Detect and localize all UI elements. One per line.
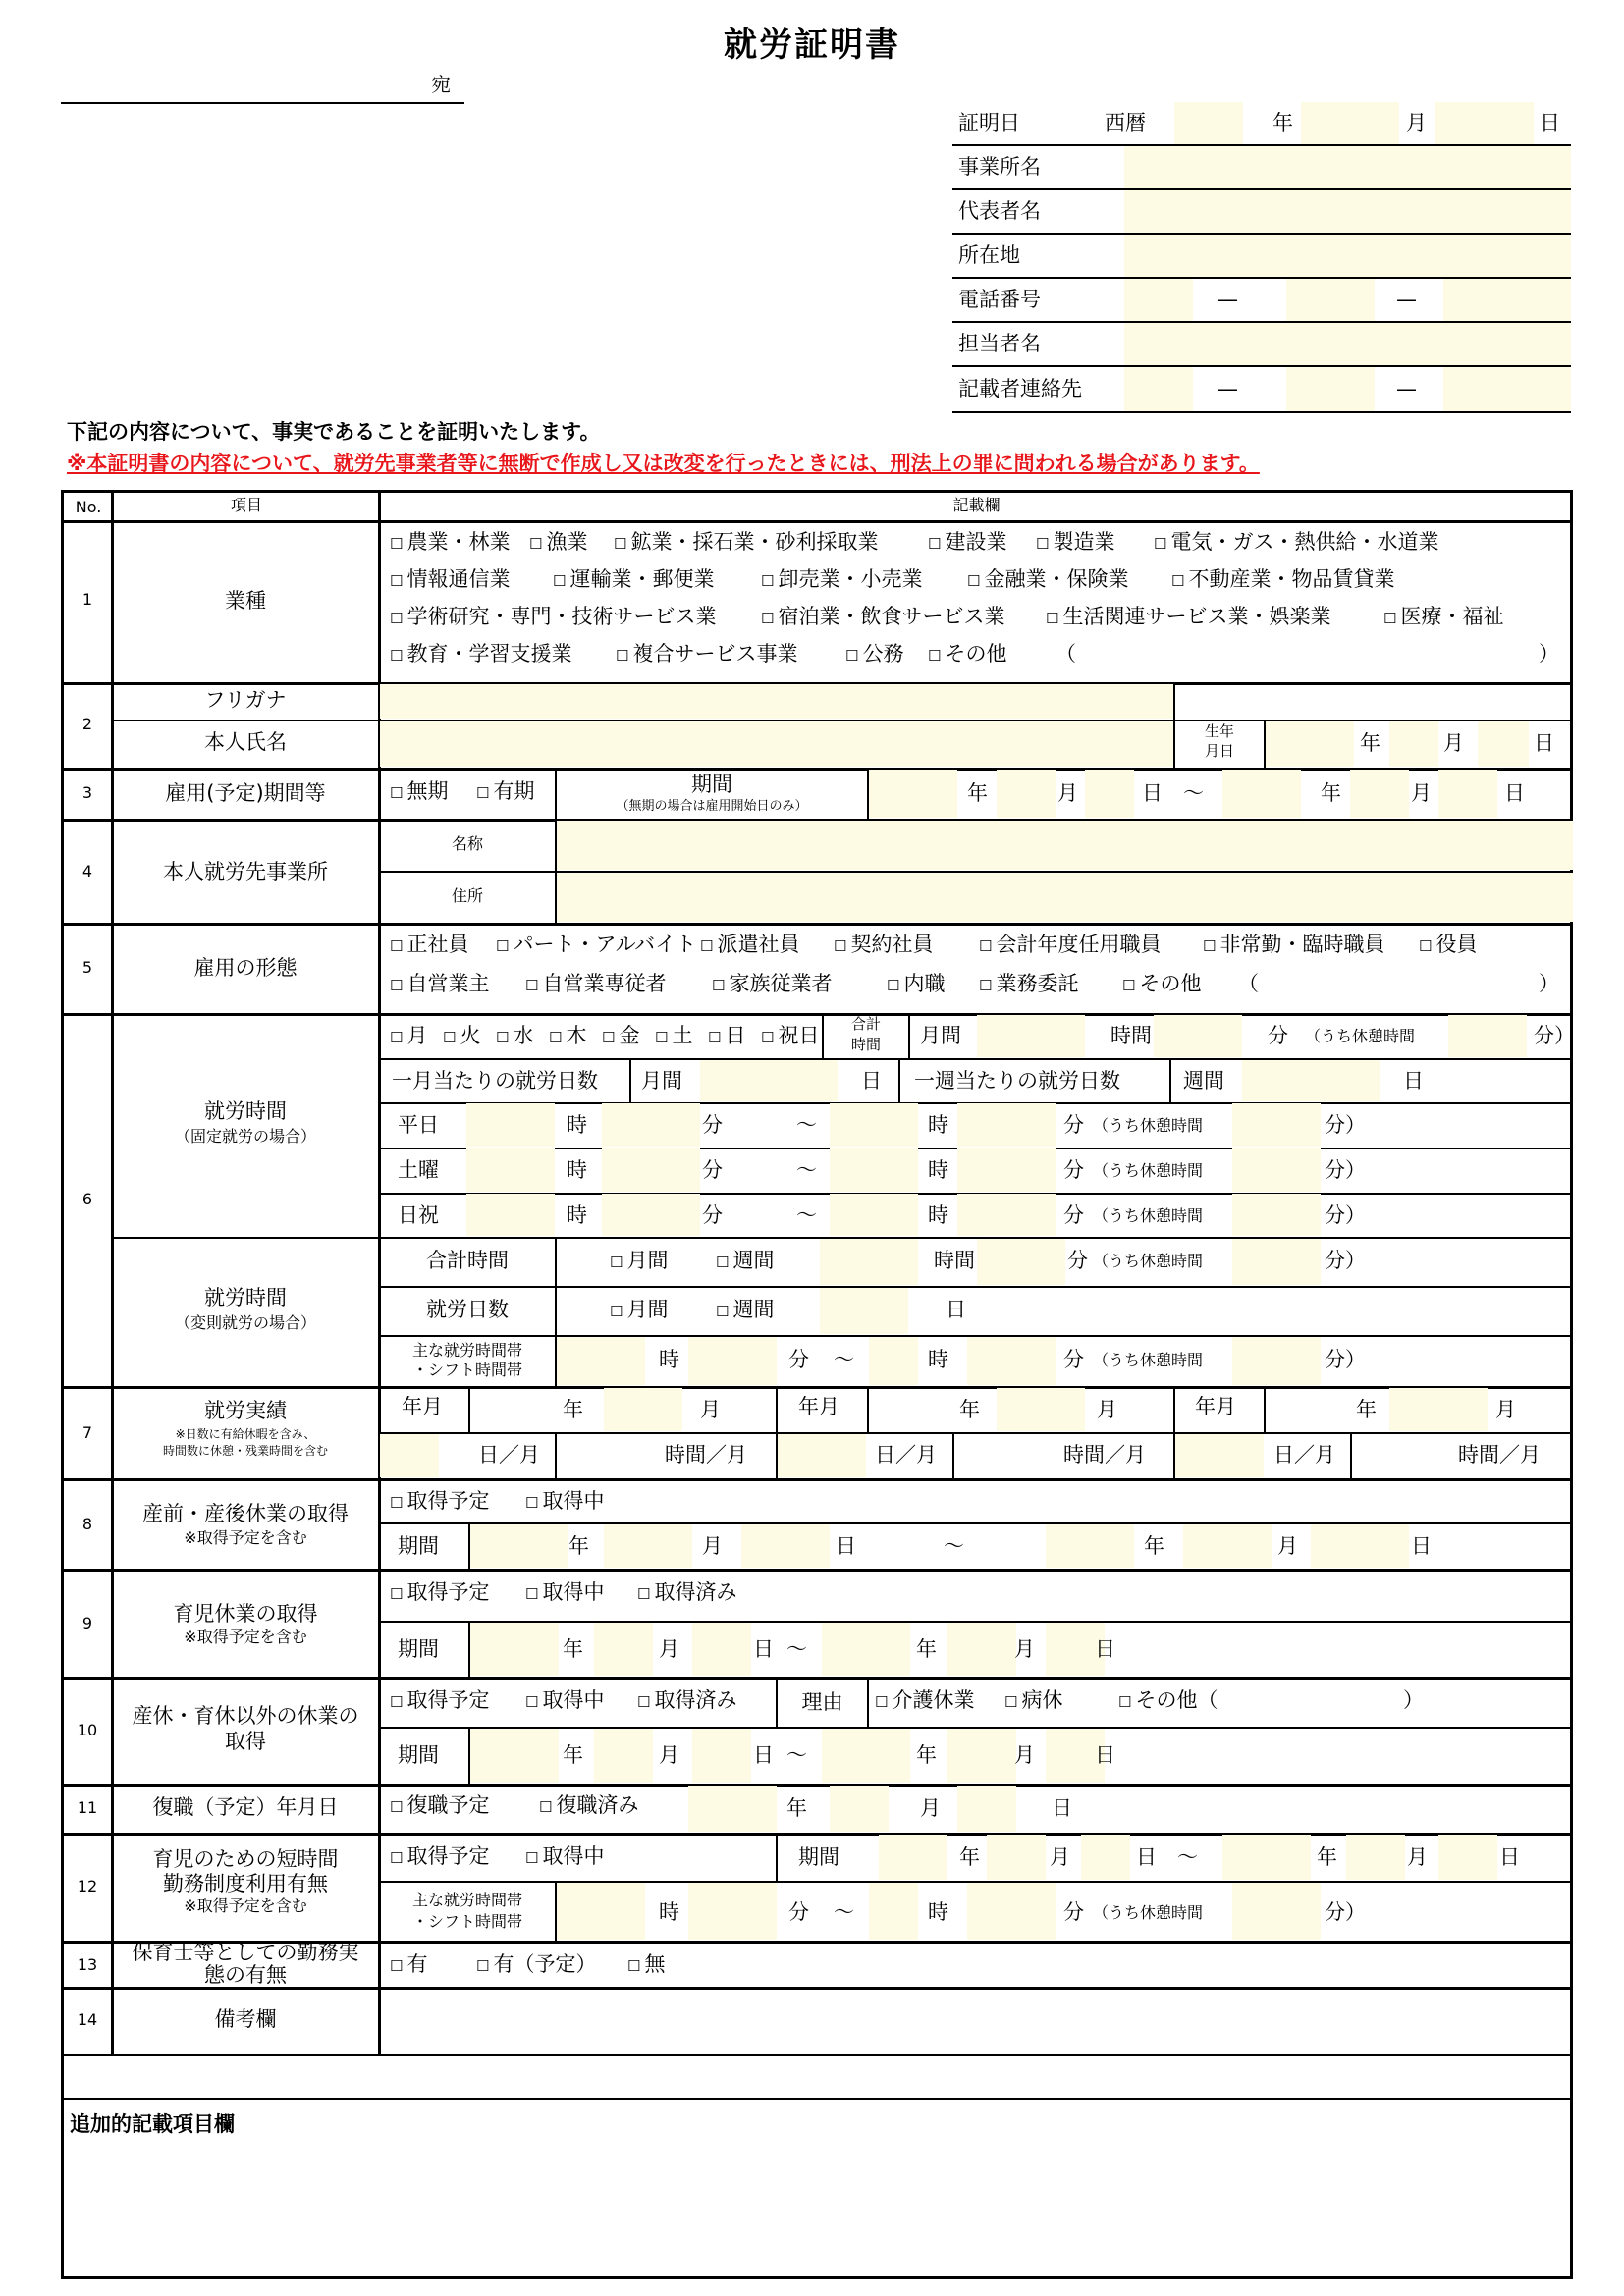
name-label: 本人氏名: [204, 730, 287, 754]
warning-text: ※本証明書の内容について、就労先事業者等に無断で作成し又は改変を行ったときには、刑法上の罪に問われる場合があります。: [67, 452, 1260, 475]
short-time-period-label: 期間: [798, 1845, 839, 1869]
employment-type-option[interactable]: ☐ 役員: [1419, 934, 1477, 955]
workplace-address-input[interactable]: [557, 873, 1573, 922]
row6-no: 6: [81, 1190, 93, 1208]
week-days-input[interactable]: [1242, 1060, 1380, 1101]
holiday-end-hour[interactable]: [830, 1194, 918, 1236]
maternity-start-year[interactable]: [470, 1524, 568, 1568]
short-band-label-2: ・シフト時間帯: [411, 1912, 522, 1931]
maternity-period-label: 期間: [398, 1534, 439, 1558]
date-year-input[interactable]: [1174, 102, 1243, 144]
industry-option[interactable]: ☐ 鉱業・採石業・砂利採取業: [614, 532, 878, 553]
main-band-label-1: 主な就労時間帯: [411, 1341, 522, 1360]
main-form: No. 項目 記載欄 1 業種 ☐ 農業・林業 ☐ 漁業 ☐ 鉱業・採石業・砂利採取業 ☐ 建設業 ☐ 製造業 ☐ 電気・ガス・熱供給・水道業 ☐ 情報通信業 ☐ 運輸業・郵便業 ☐ 卸売業・小売業 ☐ 金融業・保険業 ☐ 不動産業・物品賃貸業 ☐ 学術研究・専門・技術サービス業 ☐ 宿泊業・飲食サービス業 ☐ 生活関連サービス業・娯楽業 ☐ 医療・福祉 ☐ 教育・学習支援業 ☐ 複合サービス事業 ☐ 公務 ☐ その他 （ ） 2 フリガナ 本人氏名 生年 月日 年 月 日 3 雇用(予定)期間等 ☐ 無期 ☐ 有期 期間 （無期の場合は雇用開始日のみ） 年 月 日 〜 年 月 日 4 本人就労先事業所 名称 住所 5 雇用の形態 ☐ 正社員 ☐ パート・アルバイト ☐ 派遣社員 ☐ 契約社員 ☐ 会計年度任用職員 ☐ 非常勤・臨時職員 ☐ 役員 ☐ 自営業主 ☐ 自営業専従者 ☐ 家族従業者 ☐ 内職 ☐ 業務委託 ☐ その他 （ ） 6 就労時間 （固定就労の場合） 就労時間 （変則就労の場合） ☐ 月 ☐ 火 ☐ 水 ☐ 木 ☐ 金 ☐ 土 ☐ 日 ☐ 祝日 合計 時間 月間 時間 分 （うち休憩時間 分） 一月当たりの就労日数 月間 日 一週当たりの就労日数 週間 日 平日 土曜 日祝 時 分 〜 時 分 （うち休憩時間 分） 時 分 〜 時 分 （うち休憩時間 分） 時 分 〜 時 分 （うち休憩時間 分） 合計時間 ☐ 月間 ☐ 週間 時間 分 （うち休憩時間 分） 就労日数 ☐ 月間 ☐ 週間 日 主な就労時間帯 ・シフト時間帯 時 分 〜 時 分 （うち休憩時間 分） 7 就労実績 ※日数に有給休暇を含み、 時間数に休憩・残業時間を含む 年月 年 月 年月 年 月 年月 年 月 日／月 時間／月 日／月 時間／月 日／月 時間／月 8 産前・産後休業の取得 ※取得予定を含む ☐ 取得予定 ☐ 取得中 期間 年 月 日 〜 年 月 日 9 育児休業の取得 ※取得予定を含む ☐ 取得予定 ☐ 取得中 ☐ 取得済み 期間 年 月 日 〜 年 月 日 10 産休・育休以外の休業の 取得 ☐ 取得予定 ☐ 取得中 ☐ 取得済み 理由 ☐ 介護休業 ☐ 病休 ☐ その他（ ） 期間 年 月 日 〜 年 月 日 11 復職（予定）年月日 ☐ 復職予定 ☐ 復職済み 年 月 日 12 育児のための短時間 勤務制度利用有無 ※取得予定を含む ☐ 取得予定 ☐ 取得中 期間 年 月 日 〜 年 月 日 主な就労時間帯 ・シフト時間帯 時 分 〜 時 分 （うち休憩時間 分） 13 保育士等としての勤務実 態の有無 ☐ 有 ☐ 有（予定） ☐ 無 14 備考欄 追加的記載項目欄: [61, 490, 1573, 2279]
short-band-end-hour[interactable]: [869, 1883, 918, 1940]
saturday-start-min[interactable]: [602, 1148, 700, 1192]
saturday-end-min[interactable]: [957, 1148, 1056, 1192]
variable-hours-sub: （変則就労の場合）: [174, 1313, 316, 1332]
reason-label: 理由: [801, 1690, 843, 1714]
furigana-input[interactable]: [380, 684, 1173, 719]
short-time-end-month[interactable]: [1346, 1835, 1405, 1880]
term-start-day-input[interactable]: [1085, 770, 1134, 818]
employment-term-fixed[interactable]: ☐ 有期: [476, 781, 534, 802]
return-month[interactable]: [830, 1786, 889, 1832]
row11-no: 11: [77, 1798, 98, 1817]
row14-no: 14: [77, 2010, 98, 2029]
fixed-hours-sub: （固定就労の場合）: [174, 1127, 316, 1146]
term-start-month-input[interactable]: [997, 770, 1056, 818]
total-time-label: 合計時間: [426, 1249, 509, 1272]
record1-days-input[interactable]: [380, 1434, 439, 1477]
record1-month-input[interactable]: [604, 1388, 682, 1431]
industry-option[interactable]: ☐ 農業・林業: [390, 532, 510, 553]
term-end-month-input[interactable]: [1350, 770, 1409, 818]
variable-total-hours-input[interactable]: [820, 1239, 918, 1285]
phone-input-1[interactable]: [1124, 279, 1193, 321]
saturday-end-hour[interactable]: [830, 1148, 918, 1192]
row10-no: 10: [77, 1721, 98, 1739]
holiday-label: 日祝: [398, 1203, 439, 1227]
furigana-label: フリガナ: [204, 688, 287, 712]
row12-no: 12: [77, 1877, 98, 1896]
writer-contact-label: 記載者連絡先: [958, 377, 1082, 400]
childcare-period-label: 期間: [398, 1637, 439, 1661]
workplace-name-label: 名称: [451, 834, 483, 853]
holiday-break-input[interactable]: [1232, 1194, 1321, 1236]
industry-option[interactable]: ☐ 金融業・保険業: [967, 569, 1128, 590]
monthly-break-input[interactable]: [1448, 1015, 1527, 1057]
other-leave-current[interactable]: ☐ 取得中: [525, 1690, 604, 1711]
row1-label: 業種: [225, 589, 266, 613]
maternity-current[interactable]: ☐ 取得中: [525, 1491, 604, 1512]
short-band-start-min[interactable]: [688, 1883, 777, 1940]
weekday-end-hour[interactable]: [830, 1103, 918, 1147]
holiday-start-min[interactable]: [602, 1194, 700, 1236]
phone-input-3[interactable]: [1443, 279, 1571, 321]
band-break-input[interactable]: [1232, 1337, 1321, 1385]
industry-option[interactable]: ☐ 複合サービス事業: [616, 644, 797, 665]
childcare-planned[interactable]: ☐ 取得予定: [390, 1582, 489, 1603]
month-days-input[interactable]: [700, 1060, 838, 1101]
birth-label-2: 月日: [1204, 742, 1234, 760]
record1-ym-label: 年月: [402, 1395, 443, 1418]
industry-option[interactable]: ☐ 卸売業・小売業: [761, 569, 922, 590]
saturday-start-hour[interactable]: [466, 1148, 555, 1192]
office-name-input[interactable]: [1124, 146, 1571, 188]
industry-option[interactable]: ☐ 運輸業・郵便業: [553, 569, 714, 590]
variable-total-week[interactable]: ☐ 週間: [716, 1251, 774, 1271]
weekday-end-min[interactable]: [957, 1103, 1056, 1147]
holiday-end-min[interactable]: [957, 1194, 1056, 1236]
row14-label: 備考欄: [214, 2007, 277, 2031]
variable-hours-label: 就労時間: [204, 1286, 287, 1309]
workday-wed[interactable]: ☐ 水: [496, 1026, 533, 1046]
other-leave-done[interactable]: ☐ 取得済み: [637, 1690, 736, 1711]
short-time-end-day[interactable]: [1438, 1835, 1497, 1880]
monthly-minutes-input[interactable]: [1154, 1015, 1242, 1057]
employment-type-option[interactable]: ☐ 自営業主: [390, 974, 489, 994]
contact-person-label: 担当者名: [958, 332, 1041, 355]
employment-type-option[interactable]: ☐ 正社員: [390, 934, 468, 955]
other-leave-planned[interactable]: ☐ 取得予定: [390, 1690, 489, 1711]
nursery-no[interactable]: ☐ 無: [627, 1954, 665, 1975]
industry-option[interactable]: ☐ 公務: [845, 644, 903, 665]
row8-label: 産前・産後休業の取得: [142, 1502, 349, 1525]
writer-contact-input-3[interactable]: [1443, 367, 1571, 411]
row4-label: 本人就労先事業所: [163, 860, 328, 883]
employment-type-option-other[interactable]: ☐ その他: [1122, 974, 1201, 994]
period-label: 期間: [691, 773, 732, 796]
record3-days-input[interactable]: [1175, 1434, 1264, 1477]
row3-no: 3: [81, 783, 93, 802]
maternity-planned[interactable]: ☐ 取得予定: [390, 1491, 489, 1512]
representative-label: 代表者名: [958, 199, 1041, 223]
row9-note: ※取得予定を含む: [184, 1628, 307, 1646]
row9-label: 育児休業の取得: [173, 1602, 318, 1626]
other-leave-start-year[interactable]: [470, 1729, 559, 1783]
industry-option-other[interactable]: ☐ その他: [928, 644, 1006, 665]
saturday-break-input[interactable]: [1232, 1148, 1321, 1192]
nursery-yes[interactable]: ☐ 有: [390, 1954, 427, 1975]
maternity-start-day[interactable]: [741, 1524, 830, 1568]
employment-type-option[interactable]: ☐ 内職: [887, 974, 945, 994]
childcare-start-day[interactable]: [692, 1623, 751, 1676]
col-entry-header: 記載欄: [952, 496, 1001, 514]
childcare-start-year[interactable]: [470, 1623, 559, 1676]
row8-note: ※取得予定を含む: [184, 1528, 307, 1547]
workday-mon[interactable]: ☐ 月: [390, 1026, 427, 1046]
weekday-label: 平日: [398, 1113, 439, 1137]
workday-tue[interactable]: ☐ 火: [443, 1026, 480, 1046]
row12-label-2: 勤務制度利用有無: [163, 1872, 328, 1896]
reason-sick-leave[interactable]: ☐ 病休: [1004, 1690, 1062, 1711]
industry-option[interactable]: ☐ 学術研究・専門・技術サービス業: [390, 607, 716, 627]
short-time-planned[interactable]: ☐ 取得予定: [390, 1846, 489, 1867]
page-title: 就労証明書: [724, 26, 900, 65]
childcare-end-month[interactable]: [947, 1623, 1016, 1676]
employment-type-option[interactable]: ☐ 自営業専従者: [525, 974, 666, 994]
col-no-header: No.: [75, 498, 102, 516]
return-planned[interactable]: ☐ 復職予定: [390, 1795, 489, 1816]
row13-no: 13: [77, 1955, 98, 1974]
band-start-hour[interactable]: [557, 1337, 645, 1385]
date-month-input[interactable]: [1301, 102, 1399, 144]
childcare-done[interactable]: ☐ 取得済み: [637, 1582, 736, 1603]
workday-sat[interactable]: ☐ 土: [655, 1026, 692, 1046]
industry-option[interactable]: ☐ 宿泊業・飲食サービス業: [761, 607, 1004, 627]
employment-type-option[interactable]: ☐ 家族従業者: [712, 974, 832, 994]
address-label: 所在地: [958, 243, 1020, 267]
industry-option[interactable]: ☐ 製造業: [1036, 532, 1114, 553]
representative-input[interactable]: [1124, 190, 1571, 233]
row12-note: ※取得予定を含む: [184, 1896, 307, 1915]
workday-holiday[interactable]: ☐ 祝日: [761, 1026, 819, 1046]
saturday-label: 土曜: [398, 1158, 439, 1182]
maternity-end-month[interactable]: [1183, 1524, 1272, 1568]
industry-option[interactable]: ☐ 電気・ガス・熱供給・水道業: [1154, 532, 1438, 553]
employment-type-option[interactable]: ☐ 会計年度任用職員: [979, 934, 1161, 955]
reason-other[interactable]: ☐ その他（: [1118, 1690, 1218, 1711]
weekday-start-min[interactable]: [602, 1103, 700, 1147]
row12-label-1: 育児のための短時間: [152, 1847, 339, 1871]
record2-days-input[interactable]: [778, 1434, 866, 1477]
childcare-end-year[interactable]: [822, 1623, 910, 1676]
employment-type-option[interactable]: ☐ 派遣社員: [700, 934, 799, 955]
contact-person-input[interactable]: [1124, 323, 1571, 365]
row7-label: 就労実績: [204, 1399, 287, 1422]
band-end-hour[interactable]: [869, 1337, 918, 1385]
employment-term-indefinite[interactable]: ☐ 無期: [390, 781, 448, 802]
maternity-end-year[interactable]: [1046, 1524, 1134, 1568]
term-end-day-input[interactable]: [1438, 770, 1497, 818]
childcare-start-month[interactable]: [594, 1623, 653, 1676]
row8-no: 8: [81, 1515, 93, 1533]
weekday-start-hour[interactable]: [466, 1103, 555, 1147]
week-days-label: 一週当たりの就労日数: [914, 1069, 1120, 1093]
main-band-label-2: ・シフト時間帯: [411, 1361, 522, 1379]
row10-label-1: 産休・育休以外の休業の: [132, 1704, 359, 1728]
short-band-start-hour[interactable]: [557, 1883, 645, 1940]
record3-month-input[interactable]: [1389, 1388, 1488, 1431]
holiday-start-hour[interactable]: [466, 1194, 555, 1236]
birth-year-input[interactable]: [1266, 721, 1354, 767]
record2-ym-label: 年月: [798, 1395, 839, 1418]
nursery-planned[interactable]: ☐ 有（予定）: [476, 1954, 596, 1975]
variable-total-month[interactable]: ☐ 月間: [610, 1251, 668, 1271]
industry-option[interactable]: ☐ 情報通信業: [390, 569, 510, 590]
name-input[interactable]: [380, 721, 1173, 767]
return-day[interactable]: [957, 1786, 1016, 1832]
month-days-label: 一月当たりの就労日数: [392, 1069, 598, 1093]
address-input[interactable]: [1124, 235, 1571, 277]
workplace-address-label: 住所: [451, 886, 483, 905]
employment-type-option[interactable]: ☐ 非常勤・臨時職員: [1203, 934, 1384, 955]
work-days-label: 就労日数: [426, 1298, 509, 1321]
workday-fri[interactable]: ☐ 金: [602, 1026, 639, 1046]
col-item-header: 項目: [230, 496, 262, 514]
addressee-suffix: 宛: [431, 73, 451, 96]
row4-no: 4: [81, 862, 93, 881]
row5-label: 雇用の形態: [193, 956, 298, 980]
short-band-break-input[interactable]: [1232, 1883, 1321, 1940]
office-name-label: 事業所名: [958, 155, 1041, 179]
return-done[interactable]: ☐ 復職済み: [539, 1795, 638, 1816]
industry-option[interactable]: ☐ 建設業: [928, 532, 1006, 553]
row7-no: 7: [81, 1423, 93, 1442]
maternity-end-day[interactable]: [1311, 1524, 1409, 1568]
short-time-start-month[interactable]: [987, 1835, 1046, 1880]
childcare-current[interactable]: ☐ 取得中: [525, 1582, 604, 1603]
birth-label-1: 生年: [1204, 722, 1234, 740]
employment-type-option[interactable]: ☐ パート・アルバイト: [496, 934, 696, 955]
declaration-text: 下記の内容について、事実であることを証明いたします。: [67, 420, 601, 444]
row5-no: 5: [81, 958, 93, 977]
other-leave-period-label: 期間: [398, 1743, 439, 1767]
row10-label-2: 取得: [225, 1730, 266, 1753]
reason-care-leave[interactable]: ☐ 介護休業: [875, 1690, 974, 1711]
period-note: （無期の場合は雇用開始日のみ）: [616, 799, 808, 814]
era-label: 西暦: [1105, 111, 1146, 134]
row9-no: 9: [81, 1614, 93, 1632]
variable-days-month[interactable]: ☐ 月間: [610, 1300, 668, 1320]
industry-option[interactable]: ☐ 生活関連サービス業・娯楽業: [1046, 607, 1330, 627]
short-band-end-min[interactable]: [967, 1883, 1056, 1940]
short-time-current[interactable]: ☐ 取得中: [525, 1846, 604, 1867]
return-year[interactable]: [688, 1786, 777, 1832]
row1-no: 1: [81, 590, 93, 609]
row2-no: 2: [81, 715, 93, 733]
record2-month-input[interactable]: [997, 1388, 1085, 1431]
weekday-break-input[interactable]: [1232, 1103, 1321, 1147]
industry-option[interactable]: ☐ 教育・学習支援業: [390, 644, 571, 665]
other-leave-start-day[interactable]: [692, 1729, 751, 1783]
term-start-year-input[interactable]: [869, 770, 957, 818]
variable-total-break-input[interactable]: [1232, 1239, 1321, 1285]
additional-items-input[interactable]: [64, 2142, 1573, 2277]
row11-label: 復職（予定）年月日: [152, 1795, 339, 1819]
band-start-min[interactable]: [688, 1337, 777, 1385]
term-end-year-input[interactable]: [1222, 770, 1301, 818]
short-time-start-day[interactable]: [1081, 1835, 1130, 1880]
other-leave-start-month[interactable]: [594, 1729, 653, 1783]
row7-note-2: 時間数に休憩・残業時間を含む: [162, 1444, 328, 1458]
phone-label: 電話番号: [958, 288, 1041, 311]
writer-contact-input-2[interactable]: [1286, 367, 1375, 411]
short-time-start-year[interactable]: [879, 1835, 947, 1880]
date-day-input[interactable]: [1435, 102, 1534, 144]
band-end-min[interactable]: [967, 1337, 1056, 1385]
row13-label-2: 態の有無: [204, 1963, 287, 1987]
phone-input-2[interactable]: [1286, 279, 1375, 321]
remarks-input[interactable]: [380, 1989, 1573, 2053]
other-leave-end-year[interactable]: [822, 1729, 910, 1783]
workday-thu[interactable]: ☐ 木: [549, 1026, 586, 1046]
monthly-hours-input[interactable]: [977, 1015, 1085, 1057]
date-label: 証明日: [958, 111, 1020, 134]
record3-ym-label: 年月: [1195, 1395, 1236, 1418]
fixed-hours-label: 就労時間: [204, 1099, 287, 1123]
short-band-label-1: 主な就労時間帯: [411, 1891, 522, 1909]
variable-days-week[interactable]: ☐ 週間: [716, 1300, 774, 1320]
row13-label-1: 保育士等としての勤務実: [132, 1941, 359, 1964]
employment-type-option[interactable]: ☐ 業務委託: [979, 974, 1078, 994]
variable-days-input[interactable]: [820, 1288, 908, 1334]
other-leave-end-month[interactable]: [947, 1729, 1016, 1783]
variable-total-min-input[interactable]: [977, 1239, 1065, 1285]
certifier-info: 証明日 西暦 年 月 日 事業所名 代表者名 所在地 電話番号 — — 担当者名 記載者連絡先 — —: [952, 102, 1571, 414]
industry-option[interactable]: ☐ 不動産業・物品賃貸業: [1171, 569, 1394, 590]
birth-day-input[interactable]: [1478, 721, 1529, 767]
row3-label: 雇用(予定)期間等: [165, 781, 326, 805]
writer-contact-input-1[interactable]: [1124, 367, 1193, 411]
row7-note-1: ※日数に有給休暇を含み、: [175, 1427, 316, 1441]
birth-month-input[interactable]: [1389, 721, 1438, 767]
maternity-start-month[interactable]: [604, 1524, 692, 1568]
short-time-end-year[interactable]: [1222, 1835, 1311, 1880]
workplace-name-input[interactable]: [557, 821, 1573, 870]
workday-sun[interactable]: ☐ 日: [708, 1026, 745, 1046]
addressee-field[interactable]: [61, 63, 464, 104]
industry-option[interactable]: ☐ 漁業: [529, 532, 587, 553]
employment-type-option[interactable]: ☐ 契約社員: [834, 934, 933, 955]
industry-option[interactable]: ☐ 医療・福祉: [1383, 607, 1503, 627]
additional-items-label: 追加的記載項目欄: [70, 2112, 235, 2136]
